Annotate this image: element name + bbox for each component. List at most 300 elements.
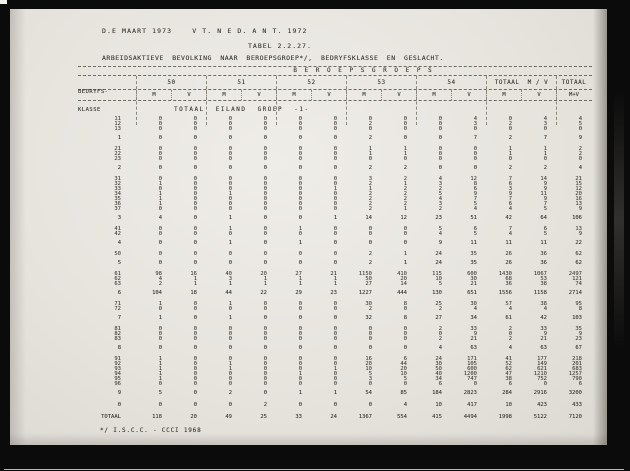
cell-value: 0 <box>298 306 302 312</box>
cell-value: 1556 <box>498 290 512 296</box>
row-code: 23 <box>114 156 121 162</box>
cell-value: 0 <box>298 201 302 207</box>
cell-value: 0 <box>193 215 197 221</box>
cell-value: 2 <box>403 176 407 182</box>
cell-value: 0 <box>263 176 267 182</box>
cell-value: 3 <box>473 121 477 127</box>
cell-value: 0 <box>298 381 302 387</box>
cell-value: 0 <box>333 356 337 362</box>
cell-value: 0 <box>193 181 197 187</box>
cell-value: 0 <box>193 126 197 132</box>
sex-column-header: M+V <box>556 90 591 100</box>
cell-value: 30 <box>470 276 477 282</box>
cell-value: 0 <box>333 361 337 367</box>
cell-value: 0 <box>263 356 267 362</box>
cell-value: 0 <box>333 156 337 162</box>
cell-value: 0 <box>263 165 267 171</box>
cell-value: 0 <box>333 301 337 307</box>
cell-value: 1998 <box>498 414 512 420</box>
cell-value: 24 <box>435 260 442 266</box>
cell-value: 0 <box>228 135 232 141</box>
cell-value: 0 <box>438 151 442 157</box>
section-title: TOTAAL EILAND GROEP -1- <box>174 106 310 113</box>
sex-column-header: M <box>346 90 381 100</box>
table-group-total-row <box>78 315 592 321</box>
sex-column-header: V <box>451 90 486 100</box>
cell-value: 0 <box>158 240 162 246</box>
cell-value: 21 <box>470 281 477 287</box>
cell-value: 0 <box>403 116 407 122</box>
cell-value: 149 <box>537 361 547 367</box>
cell-value: 1 <box>158 196 162 202</box>
cell-value: 6 <box>543 226 547 232</box>
cell-value: 25 <box>435 301 442 307</box>
cell-value: 0 <box>298 196 302 202</box>
cell-value: 410 <box>397 271 407 277</box>
cell-value: 0 <box>158 345 162 351</box>
cell-value: 1 <box>298 240 302 246</box>
cell-value: 0 <box>228 116 232 122</box>
cell-value: 0 <box>508 116 512 122</box>
table-group-total-row <box>78 290 592 296</box>
cell-value: 42 <box>505 215 512 221</box>
cell-value: 0 <box>403 331 407 337</box>
cell-value: 85 <box>400 390 407 396</box>
cell-value: 0 <box>263 135 267 141</box>
cell-value: 0 <box>298 156 302 162</box>
table-title: ARBEIDSAKTIEVE BEVOLKING NAAR BEROEPSGROEP*/, BEDRYFSKLASSE EN GESLACHT. <box>102 54 444 62</box>
cell-value: 0 <box>333 196 337 202</box>
cell-value: 0 <box>193 201 197 207</box>
cell-value: 0 <box>228 376 232 382</box>
cell-value: 0 <box>333 191 337 197</box>
row-code: 96 <box>114 381 121 387</box>
cell-value: 0 <box>333 260 337 266</box>
row-code: 61 <box>114 271 121 277</box>
cell-value: 2 <box>438 186 442 192</box>
cell-value: 7 <box>543 201 547 207</box>
cell-value: 5 <box>438 226 442 232</box>
cell-value: 0 <box>158 165 162 171</box>
cell-value: 11 <box>470 240 477 246</box>
cell-value: 4 <box>473 306 477 312</box>
cell-value: 1 <box>368 151 372 157</box>
cell-value: 1430 <box>498 271 512 277</box>
cell-value: 1 <box>228 301 232 307</box>
cell-value: 5122 <box>533 414 547 420</box>
cell-value: 0 <box>263 146 267 152</box>
cell-value: 34 <box>435 376 442 382</box>
cell-value: 0 <box>473 126 477 132</box>
cell-value: 9 <box>438 240 442 246</box>
cell-value: 2 <box>508 165 512 171</box>
cell-value: 0 <box>298 331 302 337</box>
row-code: 12 <box>114 121 121 127</box>
cell-value: 0 <box>193 121 197 127</box>
cell-value: 4 <box>438 231 442 237</box>
sex-column-header: V <box>311 90 346 100</box>
cell-value: 2 <box>438 326 442 332</box>
cell-value: 21 <box>470 336 477 342</box>
cell-value: 554 <box>397 414 407 420</box>
cell-value: 44 <box>225 290 232 296</box>
cell-value: 15 <box>575 181 582 187</box>
cell-value: 0 <box>158 251 162 257</box>
row-code: 95 <box>114 376 121 382</box>
cell-value: 30 <box>470 301 477 307</box>
table-row <box>78 207 592 212</box>
cell-value: 0 <box>333 240 337 246</box>
cell-value: 0 <box>263 260 267 266</box>
cell-value: 30 <box>365 301 372 307</box>
cell-value: 8 <box>403 301 407 307</box>
cell-value: 0 <box>158 336 162 342</box>
cell-value: 5 <box>578 121 582 127</box>
cell-value: 2 <box>368 121 372 127</box>
row-code: 34 <box>114 191 121 197</box>
cell-value: 0 <box>368 336 372 342</box>
cell-value: 2 <box>403 186 407 192</box>
cell-value: 0 <box>263 331 267 337</box>
table-group-total-row <box>78 215 592 221</box>
cell-value: 0 <box>193 356 197 362</box>
group-header-50: 50 <box>136 76 206 125</box>
cell-value: 0 <box>508 331 512 337</box>
cell-value: 2 <box>403 201 407 207</box>
cell-value: 423 <box>537 402 547 408</box>
cell-value: 0 <box>298 191 302 197</box>
cell-value: 790 <box>572 376 582 382</box>
cell-value: 0 <box>228 196 232 202</box>
cell-value: 1 <box>403 206 407 212</box>
cell-value: 7 <box>543 135 547 141</box>
cell-value: 9 <box>508 191 512 197</box>
cell-value: 0 <box>193 135 197 141</box>
cell-value: 2 <box>368 260 372 266</box>
table-group-total-row <box>78 402 592 408</box>
cell-value: 1 <box>333 186 337 192</box>
cell-value: 621 <box>537 366 547 372</box>
cell-value: 0 <box>228 260 232 266</box>
cell-value: 27 <box>295 271 302 277</box>
cell-value: 10 <box>400 371 407 377</box>
cell-value: 2 <box>368 306 372 312</box>
cell-value: 0 <box>158 156 162 162</box>
cell-value: 0 <box>403 231 407 237</box>
cell-value: 1 <box>158 315 162 321</box>
cell-value: 14 <box>365 215 372 221</box>
table-row <box>78 157 592 162</box>
cell-value: 0 <box>298 356 302 362</box>
cell-value: 118 <box>152 414 162 420</box>
cell-value: 2 <box>508 336 512 342</box>
row-code: 0 <box>117 402 121 408</box>
bedryfsklasse-header-line1: BEDRYFS- <box>78 89 109 95</box>
cell-value: 63 <box>540 345 547 351</box>
cell-value: 7 <box>473 135 477 141</box>
cell-value: 2497 <box>568 271 582 277</box>
cell-value: 2714 <box>568 290 582 296</box>
row-code: 92 <box>114 361 121 367</box>
group-header-totaal: TOTAAL <box>556 76 591 125</box>
cell-value: 9 <box>473 331 477 337</box>
cell-value: 0 <box>158 231 162 237</box>
statistics-table <box>78 66 592 434</box>
cell-value: 24 <box>330 414 337 420</box>
cell-value: 0 <box>193 366 197 372</box>
cell-value: 2 <box>403 191 407 197</box>
cell-value: 4 <box>543 306 547 312</box>
table-group-total-row <box>78 135 592 141</box>
sex-column-header: V <box>521 90 556 100</box>
cell-value: 0 <box>263 336 267 342</box>
cell-value: 2 <box>368 251 372 257</box>
cell-value: 1 <box>298 276 302 282</box>
cell-value: 417 <box>467 402 477 408</box>
table-group-total-row <box>78 165 592 171</box>
cell-value: 0 <box>368 402 372 408</box>
cell-value: 0 <box>368 116 372 122</box>
cell-value: 0 <box>298 146 302 152</box>
cell-value: 10 <box>505 402 512 408</box>
cell-value: 4 <box>508 306 512 312</box>
cell-value: 3 <box>368 376 372 382</box>
cell-value: 36 <box>540 251 547 257</box>
cell-value: 62 <box>575 251 582 257</box>
cell-value: 0 <box>333 336 337 342</box>
cell-value: 0 <box>298 121 302 127</box>
cell-value: 50 <box>365 276 372 282</box>
cell-value: 0 <box>298 215 302 221</box>
cell-value: 0 <box>228 181 232 187</box>
scan-bottom-line <box>4 469 624 470</box>
row-code: 81 <box>114 326 121 332</box>
cell-value: 0 <box>333 201 337 207</box>
cell-value: 21 <box>575 176 582 182</box>
cell-value: 9 <box>578 135 582 141</box>
cell-value: 7 <box>473 196 477 202</box>
cell-value: 0 <box>333 376 337 382</box>
cell-value: 21 <box>540 336 547 342</box>
cell-value: 40 <box>435 371 442 377</box>
cell-value: 5 <box>403 376 407 382</box>
cell-value: 0 <box>333 181 337 187</box>
cell-value: 13 <box>575 201 582 207</box>
cell-value: 10 <box>435 276 442 282</box>
cell-value: 651 <box>467 290 477 296</box>
cell-value: 4 <box>473 206 477 212</box>
cell-value: 0 <box>298 345 302 351</box>
cell-value: 115 <box>432 271 442 277</box>
cell-value: 7 <box>508 196 512 202</box>
cell-value: 1 <box>333 281 337 287</box>
cell-value: 0 <box>333 402 337 408</box>
cell-value: 0 <box>333 206 337 212</box>
row-code: 71 <box>114 301 121 307</box>
table-row <box>78 307 592 312</box>
cell-value: 53 <box>540 276 547 282</box>
cell-value: 8 <box>473 181 477 187</box>
cell-value: 0 <box>263 215 267 221</box>
row-code: 3 <box>117 215 121 221</box>
cell-value: 0 <box>193 231 197 237</box>
sex-column-header: M <box>416 90 451 100</box>
cell-value: 0 <box>228 331 232 337</box>
cell-value: 747 <box>467 376 477 382</box>
cell-value: 0 <box>263 226 267 232</box>
cell-value: 0 <box>263 121 267 127</box>
cell-value: 0 <box>333 326 337 332</box>
row-code: 7 <box>117 315 121 321</box>
cell-value: 62 <box>575 260 582 266</box>
group-header-53: 53 <box>346 76 416 125</box>
cell-value: 2 <box>578 151 582 157</box>
cell-value: 0 <box>403 345 407 351</box>
cell-value: 0 <box>333 135 337 141</box>
cell-value: 0 <box>298 251 302 257</box>
cell-value: 0 <box>228 356 232 362</box>
cell-value: 44 <box>400 361 407 367</box>
cell-value: 0 <box>263 186 267 192</box>
row-code: 93 <box>114 366 121 372</box>
cell-value: 0 <box>228 371 232 377</box>
cell-value: 3 <box>508 186 512 192</box>
table-group-total-row <box>78 240 592 246</box>
cell-value: 0 <box>263 240 267 246</box>
cell-value: 0 <box>193 206 197 212</box>
cell-value: 0 <box>403 156 407 162</box>
cell-value: 1 <box>158 371 162 377</box>
cell-value: 2 <box>438 336 442 342</box>
cell-value: 14 <box>400 281 407 287</box>
page-edge-shadow <box>614 90 624 350</box>
cell-value: 2 <box>228 390 232 396</box>
cell-value: 0 <box>228 336 232 342</box>
cell-value: 98 <box>155 271 162 277</box>
cell-value: 1 <box>193 276 197 282</box>
cell-value: 0 <box>368 326 372 332</box>
cell-value: 8 <box>403 315 407 321</box>
cell-value: 1 <box>158 201 162 207</box>
cell-value: 1 <box>298 226 302 232</box>
row-code: 6 <box>117 290 121 296</box>
row-code: 22 <box>114 151 121 157</box>
cell-value: 41 <box>505 356 512 362</box>
cell-value: 16 <box>575 196 582 202</box>
cell-value: 6 <box>438 381 442 387</box>
row-code: 21 <box>114 146 121 152</box>
cell-value: 6 <box>508 381 512 387</box>
cell-value: 26 <box>505 251 512 257</box>
cell-value: 752 <box>537 376 547 382</box>
cell-value: 2 <box>508 326 512 332</box>
cell-value: 11 <box>505 240 512 246</box>
cell-value: 64 <box>540 215 547 221</box>
cell-value: 22 <box>575 240 582 246</box>
cell-value: 4 <box>578 116 582 122</box>
cell-value: 1 <box>228 191 232 197</box>
row-code: 31 <box>114 176 121 182</box>
cell-value: 0 <box>298 181 302 187</box>
table-number: TABEL 2.2.27. <box>248 42 312 50</box>
cell-value: 0 <box>158 126 162 132</box>
row-code: 1 <box>117 135 121 141</box>
cell-value: 0 <box>473 151 477 157</box>
cell-value: 9 <box>473 191 477 197</box>
cell-value: 24 <box>435 251 442 257</box>
cell-value: 0 <box>158 135 162 141</box>
cell-value: 0 <box>158 146 162 152</box>
cell-value: 4 <box>438 196 442 202</box>
cell-value: 6 <box>473 186 477 192</box>
table-row <box>78 127 592 132</box>
cell-value: 201 <box>572 361 582 367</box>
cell-value: 0 <box>263 376 267 382</box>
cell-value: 0 <box>193 301 197 307</box>
cell-value: 2 <box>578 146 582 152</box>
row-code: 50 <box>114 251 121 257</box>
cell-value: 0 <box>193 146 197 152</box>
row-code: 72 <box>114 306 121 312</box>
cell-value: 0 <box>298 260 302 266</box>
cell-value: 0 <box>368 126 372 132</box>
cell-value: 0 <box>228 156 232 162</box>
cell-value: 4 <box>508 345 512 351</box>
cell-value: 24 <box>435 356 442 362</box>
cell-value: 600 <box>467 271 477 277</box>
cell-value: 0 <box>193 165 197 171</box>
cell-value: 0 <box>333 251 337 257</box>
cell-value: 3 <box>438 201 442 207</box>
cell-value: 2916 <box>533 390 547 396</box>
cell-value: 20 <box>400 366 407 372</box>
cell-value: 61 <box>505 315 512 321</box>
cell-value: 0 <box>158 121 162 127</box>
row-code: 9 <box>117 390 121 396</box>
cell-value: 2 <box>158 281 162 287</box>
cell-value: 0 <box>263 181 267 187</box>
cell-value: 0 <box>403 135 407 141</box>
cell-value: 2 <box>368 196 372 202</box>
cell-value: 0 <box>263 116 267 122</box>
cell-value: 0 <box>298 301 302 307</box>
cell-value: 0 <box>228 345 232 351</box>
cell-value: 0 <box>193 260 197 266</box>
row-code: 13 <box>114 126 121 132</box>
cell-value: 0 <box>193 186 197 192</box>
cell-value: 0 <box>193 371 197 377</box>
cell-value: 4 <box>438 176 442 182</box>
cell-value: 12 <box>400 215 407 221</box>
cell-value: 27 <box>365 281 372 287</box>
cell-value: 5 <box>473 231 477 237</box>
cell-value: 0 <box>228 326 232 332</box>
cell-value: 1 <box>543 151 547 157</box>
table-body <box>78 117 592 420</box>
cell-value: 0 <box>438 156 442 162</box>
cell-value: 0 <box>263 201 267 207</box>
cell-value: 0 <box>263 366 267 372</box>
cell-value: 0 <box>298 186 302 192</box>
cell-value: 36 <box>505 281 512 287</box>
sex-column-header: V <box>241 90 276 100</box>
cell-value: 0 <box>473 156 477 162</box>
cell-value: 1 <box>228 315 232 321</box>
cell-value: 2 <box>368 206 372 212</box>
cell-value: 11 <box>540 191 547 197</box>
cell-value: 0 <box>438 135 442 141</box>
cell-value: 1 <box>158 181 162 187</box>
